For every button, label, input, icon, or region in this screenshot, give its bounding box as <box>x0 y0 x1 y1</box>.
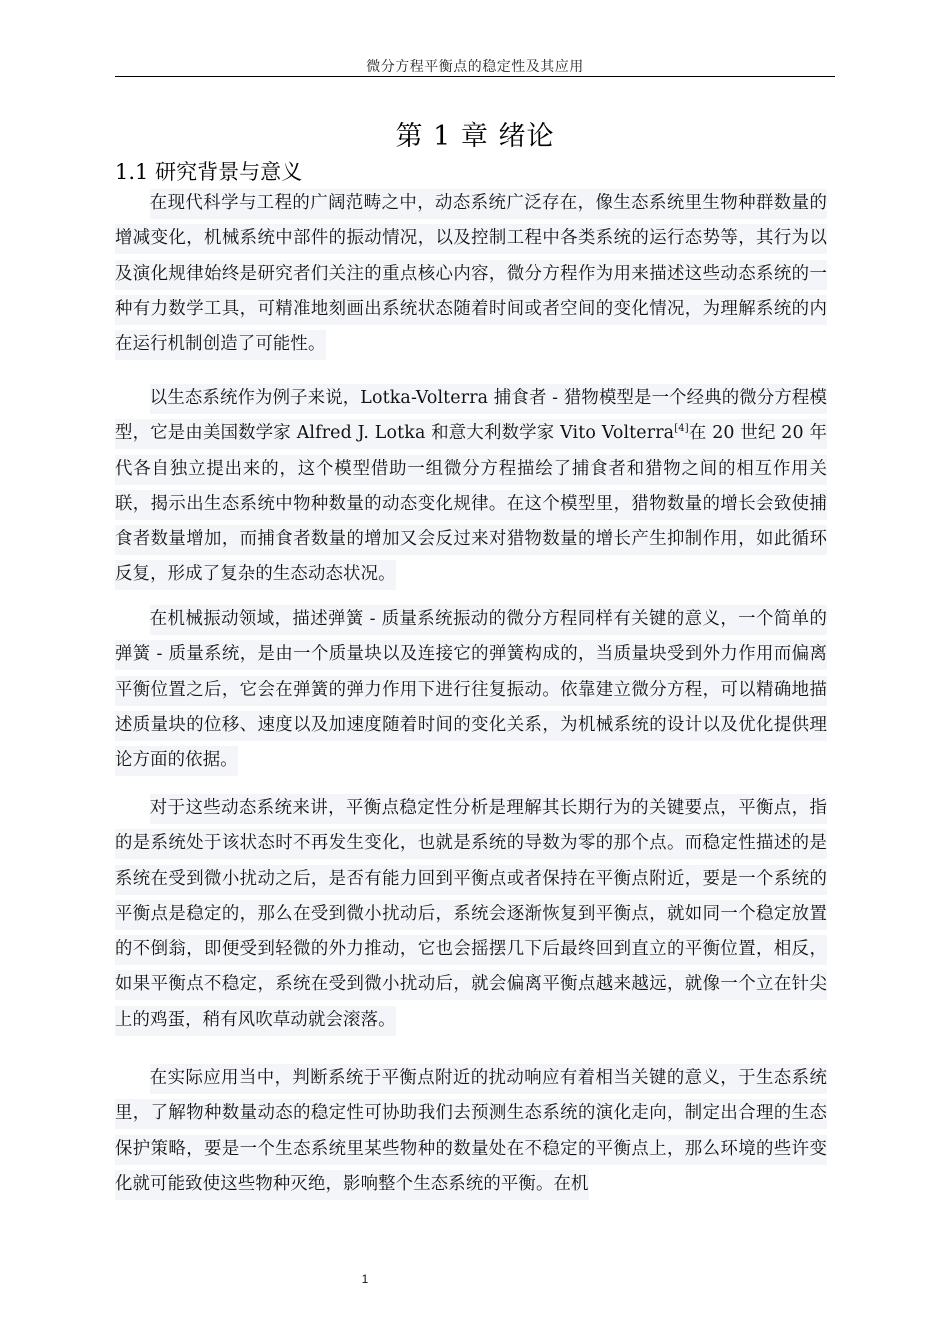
section-title: 1.1 研究背景与意义 <box>115 160 303 184</box>
page-number: 1 <box>361 1272 369 1286</box>
paragraph-2 <box>115 381 827 593</box>
paragraph-1-text: 在现代科学与工程的广阔范畴之中，动态系统广泛存在，像生态系统里生物种群数量的增减变化，机械系统中部件的振动情况，以及控制工程中各类系统的运行态势等，其行为以及演化规律始终是研究者们关注的重点核心内容，微分方程作为用来描述这些动态系统的一种有力数学工具，可精准地刻画出系统状态随着时间或者空间的变化情况，为理解系统的内在运行机制创造了可能性。 <box>115 189 827 360</box>
citation-4[interactable]: [4] <box>674 423 689 435</box>
paragraph-4-text: 对于这些动态系统来讲，平衡点稳定性分析是理解其长期行为的关键要点，平衡点，指的是系统处于该状态时不再发生变化，也就是系统的导数为零的那个点。而稳定性描述的是系统在受到微小扰动之后，是否有能力回到平衡点或者保持在平衡点附近，要是一个系统的平衡点是稳定的，那么在受到微小扰动后，系统会逐渐恢复到平衡点，就如同一个稳定放置的不倒翁，即便受到轻微的外力推动，它也会摇摆几下后最终回到直立的平衡位置，相反，如果平衡点不稳定，系统在受到微小扰动后，就会偏离平衡点越来越远，就像一个立在针尖上的鸡蛋，稍有风吹草动就会滚落。 <box>115 794 827 1036</box>
running-header: 微分方程平衡点的稳定性及其应用 <box>366 59 584 75</box>
header-rule <box>115 76 835 77</box>
paragraph-2-text-a: 以生态系统作为例子来说，Lotka-Volterra 捕食者 - 猎物模型是一个经典的微分方程模型，它是由美国数学家 Alfred J. Lotka 和意大利数学家 Vito Volterra <box>115 388 827 444</box>
paragraph-2-text <box>115 384 827 590</box>
paragraph-1 <box>115 186 827 362</box>
paragraph-2-text-b: 在 20 世纪 20 年代各自独立提出来的，这个模型借助一组微分方程描绘了捕食者和猎物之间的相互作用关联，揭示出生态系统中物种数量的动态变化规律。在这个模型里，猎物数量的增长会致使捕食者数量增加，而捕食者数量的增加又会反过来对猎物数量的增长产生抑制作用，如此循环反复，形成了复杂的生态动态状况。 <box>115 423 827 585</box>
paragraph-5-text: 在实际应用当中，判断系统于平衡点附近的扰动响应有着相当关键的意义，于生态系统里，了解物种数量动态的稳定性可协助我们去预测生态系统的演化走向，制定出合理的生态保护策略，要是一个生态系统里某些物种的数量处在不稳定的平衡点上，那么环境的些许变化就可能致使这些物种灭绝，影响整个生态系统的平衡。在机 <box>115 1064 827 1200</box>
paragraph-4 <box>115 791 827 1038</box>
chapter-title: 第 1 章 绪论 <box>395 121 555 152</box>
paragraph-3-text: 在机械振动领域，描述弹簧 - 质量系统振动的微分方程同样有关键的意义，一个简单的弹簧 - 质量系统，是由一个质量块以及连接它的弹簧构成的，当质量块受到外力作用而偏离平衡位置之后，它会在弹簧的弹力作用下进行往复振动。依靠建立微分方程，可以精确地描述质量块的位移、速度以及加速度随着时间的变化关系，为机械系统的设计以及优化提供理论方面的依据。 <box>115 605 827 776</box>
paragraph-5 <box>115 1061 827 1202</box>
paragraph-3 <box>115 602 827 778</box>
